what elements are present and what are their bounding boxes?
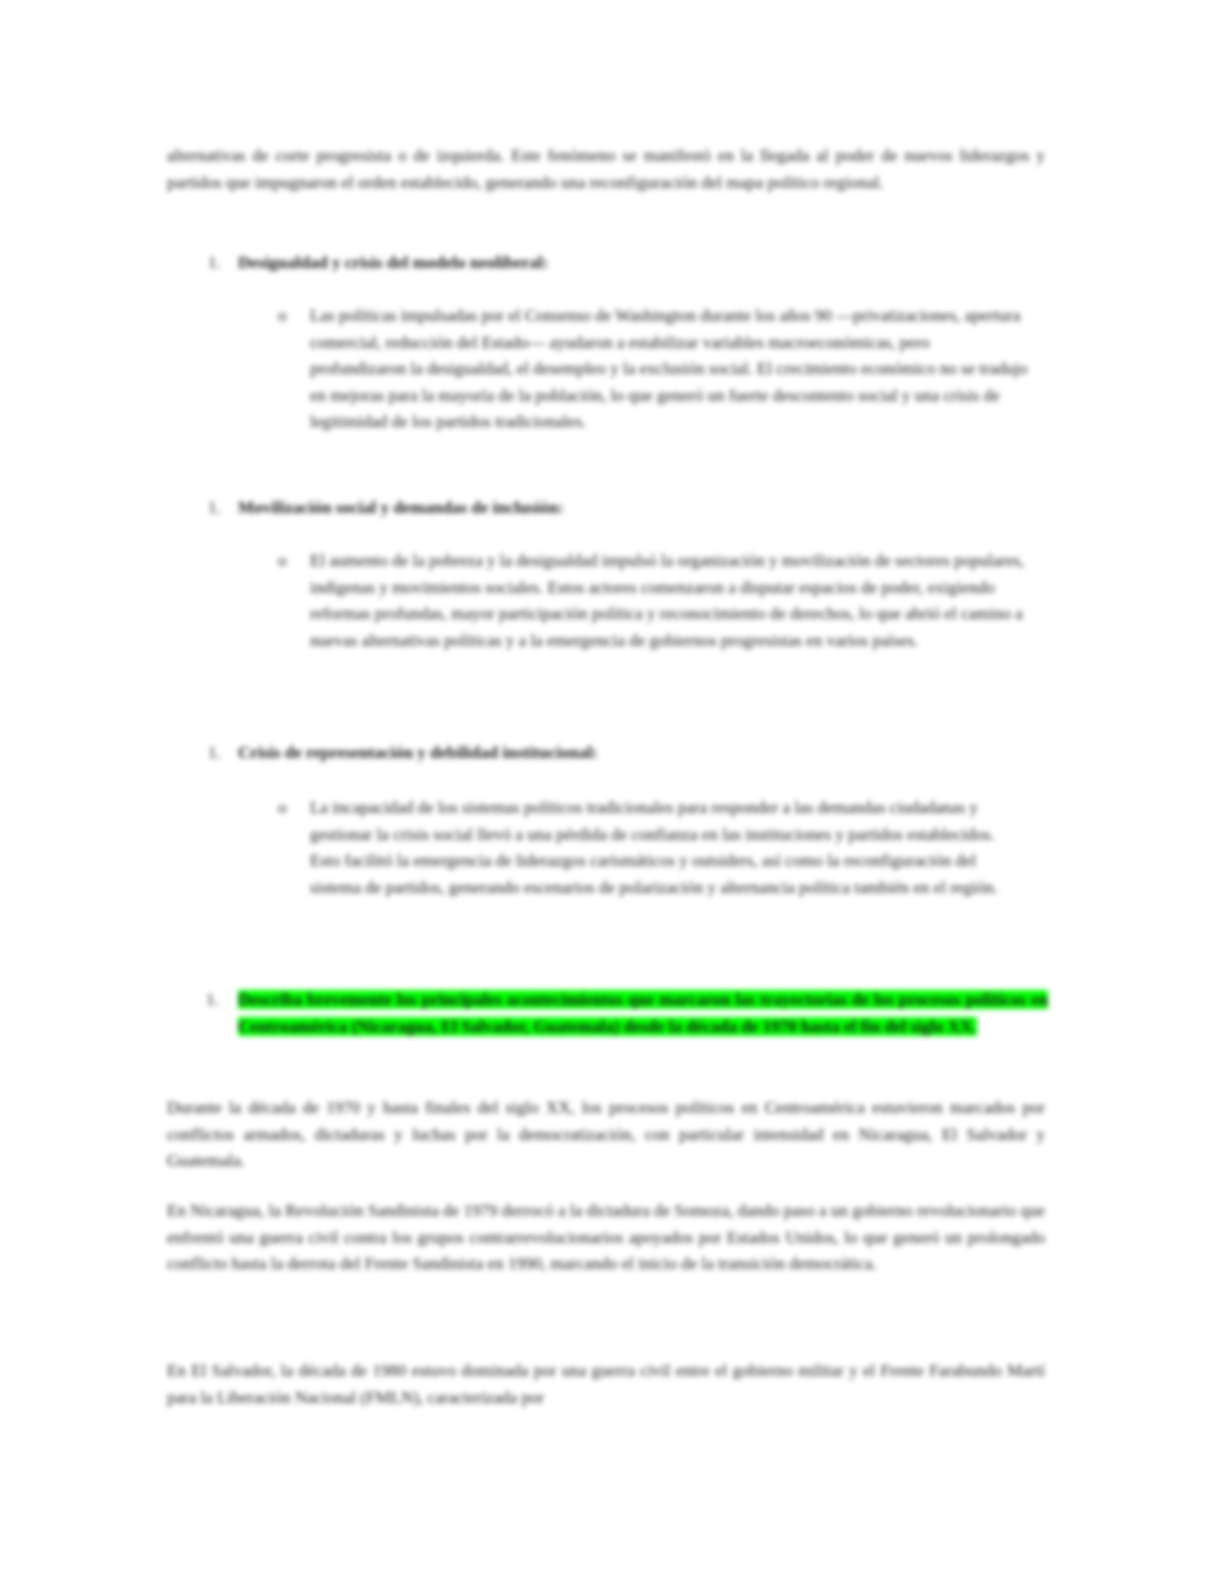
section-number: 1. [208,743,221,762]
section-heading-1 [208,250,1028,276]
body-paragraph-3: En El Salvador, la década de 1980 estuvo dominada por una guerra civil entre el gobierno militar y el Frente Farabundo Martí para la Liberación Nacional (FMLN), caracterizada por [167,1361,1045,1407]
question-text: Describa brevemente los principales acontecimientos que marcaron las trayectorias de los procesos políticos en Centroamérica (Nicaragua, El Salvador, Guatemala) desde la década de 1970 hasta el fin del siglo XX. [238,990,1048,1036]
section-number: 1. [208,498,221,517]
question-number: 1. [206,990,219,1009]
bullet-text: La incapacidad de los sistemas políticos tradicionales para responder a las demandas ciudadanas y gestionar la crisis social llevó a una pérdida de confianza en las instituciones y partidos establecidos. Esto facilitó la emergencia de liderazgos carismáticos y outsiders, así como la reconfiguración del sistema de partidos, generando escenarios de polarización y alternancia política también en el región. [310,798,998,897]
section-title: Desigualdad y crisis del modelo neoliberal: [238,253,549,272]
section-title: Movilización social y demandas de inclusión: [238,498,564,517]
section-heading-2 [208,495,1028,521]
section-bullet-3 [278,795,1028,901]
body-paragraph-2: En Nicaragua, la Revolución Sandinista de 1979 derrocó a la dictadura de Somoza, dando paso a un gobierno revolucionario que enfrentó una guerra civil contra los grupos contrarrevolucionarios apoyados por Estados Unidos, lo que generó un prolongado conflicto hasta la derrota del Frente Sandinista en 1990, marcando el inicio de la transición democrática. [167,1201,1045,1273]
body-paragraph-1: Durante la década de 1970 y hasta finales del siglo XX, los procesos políticos en Centroamérica estuvieron marcados por conflictos armados, dictaduras y luchas por la democratización, con particular intensidad en Nicaragua, El Salvador y Guatemala. [167,1098,1045,1170]
bullet-text: Las políticas impulsadas por el Consenso de Washington durante los años 90 —privatizaciones, apertura comercial, reducción del Estado— ayudaron a estabilizar variables macroeconómicas, pero profundizaron la desigualdad, el desempleo y la exclusión social. El crecimiento económico no se tradujo en mejoras para la mayoría de la población, lo que generó un fuerte descontento social y una crisis de legitimidad de los partidos tradicionales. [310,306,1028,431]
highlighted-question [200,987,1048,1040]
section-title: Crisis de representación y debilidad institucional: [238,743,598,762]
section-bullet-2 [278,548,1028,654]
bullet-marker: o [278,798,287,817]
bullet-marker: o [278,306,287,325]
section-bullet-1 [278,303,1028,436]
bullet-text: El aumento de la pobreza y la desigualdad impulsó la organización y movilización de sectores populares, indígenas y movimientos sociales. Estos actores comenzaron a disputar espacios de poder, exigiendo reformas profundas, mayor participación política y reconocimiento de derechos, lo que abrió el camino a nuevas alternativas políticas y a la emergencia de gobiernos progresistas en varios países. [310,551,1025,650]
section-heading-3 [208,740,1028,766]
bullet-marker: o [278,551,287,570]
intro-paragraph: alternativas de corte progresista o de izquierda. Este fenómeno se manifestó en la llegada al poder de nuevos liderazgos y partidos que impugnaron el orden establecido, generando una reconfiguración del mapa político regional. [167,146,1045,192]
section-number: 1. [208,253,221,272]
